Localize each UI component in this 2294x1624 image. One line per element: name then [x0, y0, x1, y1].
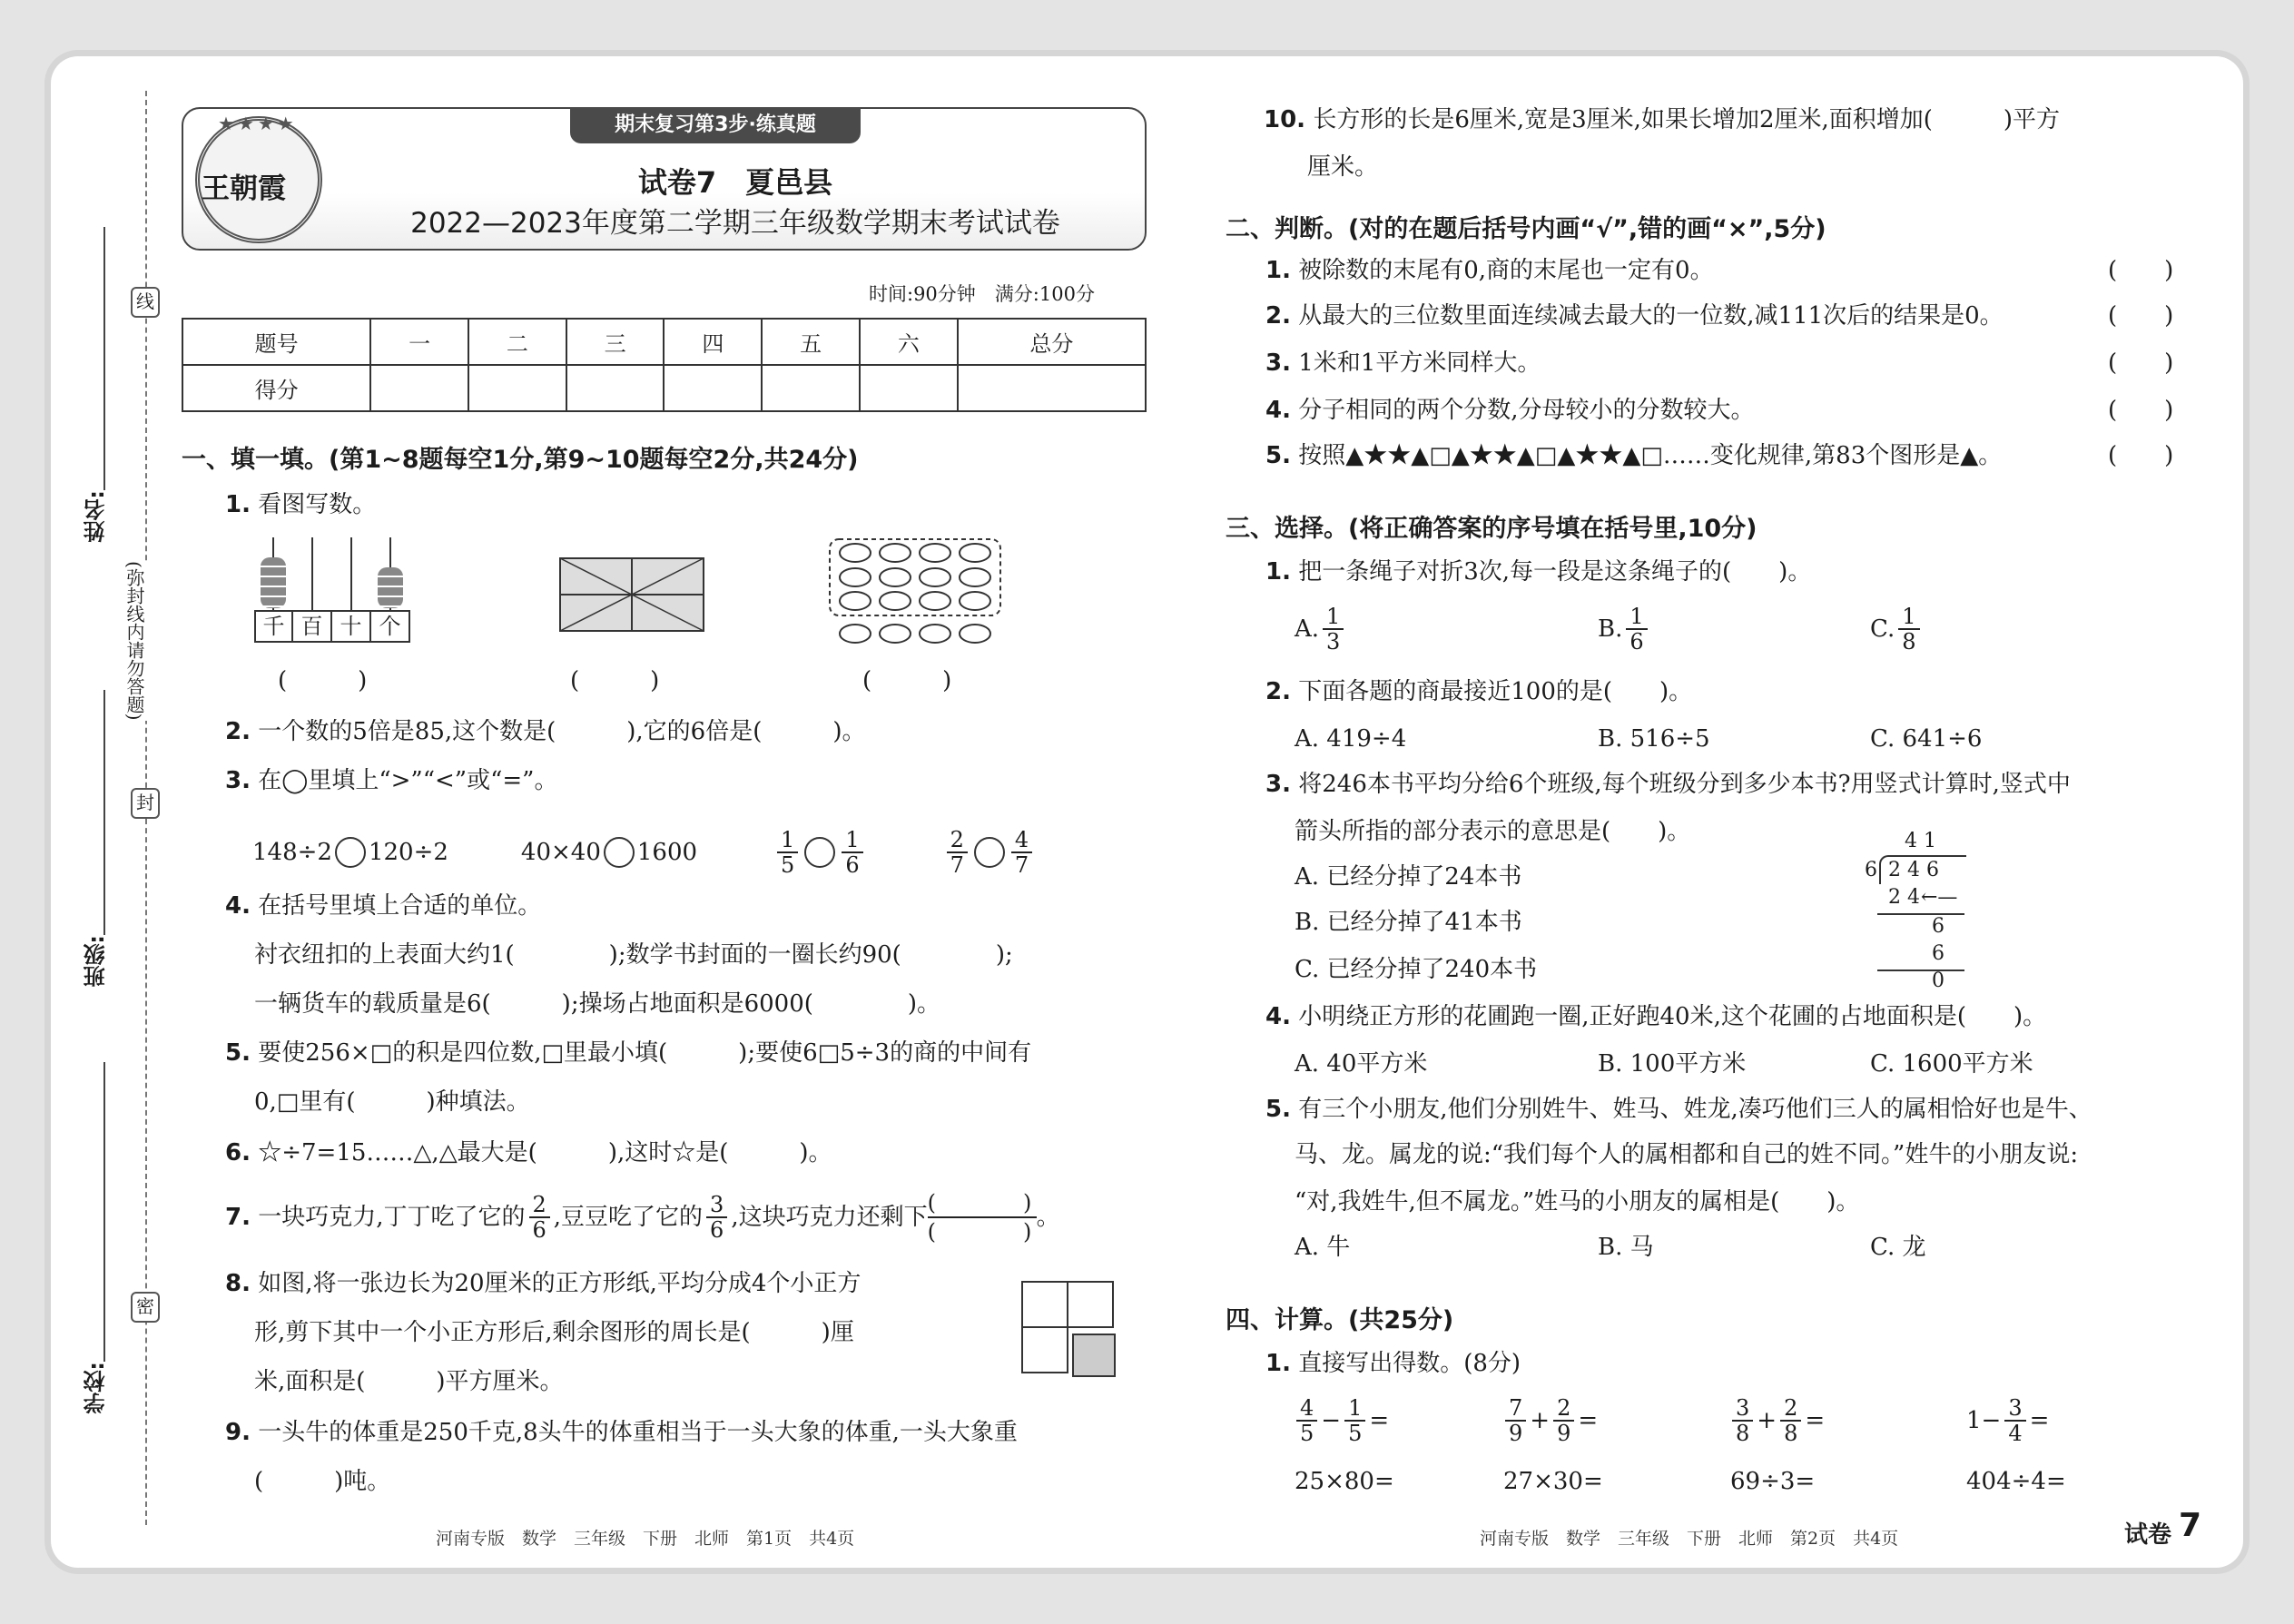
arrow-icon: ←—	[1921, 886, 1958, 909]
frac-num: 1	[777, 828, 798, 853]
score-label: 得分	[182, 365, 370, 411]
q5-line-b: 0,□里有( )种填法。	[254, 1088, 530, 1116]
choice-q2: 下面各题的商最接近100的是( )。	[1298, 678, 1693, 705]
frac-den: 5	[1348, 1421, 1363, 1446]
calc-q1: 直接写出得数。(8分)	[1298, 1350, 1521, 1377]
footer-left: 河南专版 数学 三年级 下册 北师 第1页 共4页	[436, 1529, 855, 1549]
choice-q1: 把一条绳子对折3次,每一段是这条绳子的( )。	[1298, 558, 1812, 586]
score-head-4: 四	[664, 319, 762, 365]
q3-a: 148÷2	[252, 839, 332, 866]
name-label: 姓名:	[84, 490, 109, 543]
frac-den: 8	[1902, 629, 1916, 655]
judge-answer[interactable]: ( )	[2108, 442, 2174, 469]
choice-option[interactable]: C. 龙	[1870, 1234, 1926, 1261]
div-remainder1: 6	[1932, 915, 1944, 938]
choice-q4: 小明绕正方形的花圃跑一圈,正好跑40米,这个花圃的占地面积是( )。	[1298, 1003, 2047, 1030]
div-quotient: 4 1	[1905, 830, 1936, 852]
q1-blank-a[interactable]: ( )	[278, 667, 368, 694]
calc-item[interactable]: 27×30=	[1503, 1468, 1603, 1495]
equals: =	[2029, 1407, 2050, 1434]
div-product2: 6	[1932, 942, 1944, 965]
judge-item: 按照▲★★▲□▲★★▲□▲★★▲□……变化规律,第83个图形是▲。	[1298, 442, 2003, 469]
exam-name: 2022—2023年度第二学期三年级数学期末考试试卷	[410, 207, 1060, 240]
frac-den: 6	[845, 852, 860, 878]
frac-den: 9	[1557, 1421, 1571, 1446]
operator: +	[1757, 1407, 1777, 1434]
name-field[interactable]	[103, 227, 105, 490]
frac-num: 2	[947, 828, 968, 853]
logo-text: 王朝霞	[202, 172, 286, 205]
q3-c: 40×40	[520, 839, 601, 866]
frac-den: 6	[1629, 629, 1644, 655]
rectangle-fraction-figure	[559, 557, 704, 632]
q7-text-c: ,这块巧克力还剩下	[731, 1204, 928, 1231]
frac-num: 4	[1011, 828, 1032, 853]
q4-line-a: 衬衣纽扣的上表面大约1( );数学书封面的一圈长约90( );	[254, 941, 1013, 969]
frac-num: 1	[1626, 605, 1647, 630]
choice-option[interactable]: C. 1600平方米	[1870, 1050, 2033, 1078]
q8-line-b: 形,剪下其中一个小正方形后,剩余图形的周长是( )厘	[254, 1319, 854, 1346]
score-head-6: 六	[860, 319, 958, 365]
abacus-label: 百	[293, 610, 332, 643]
q1-text: 看图写数。	[258, 491, 377, 518]
q2-text: 一个数的5倍是85,这个数是( ),它的6倍是( )。	[258, 718, 866, 745]
judge-answer[interactable]: ( )	[2108, 349, 2174, 377]
step-banner: 期末复习第3步·练真题	[570, 107, 861, 143]
q9-line-a: 一头牛的体重是250千克,8头牛的体重相当于一头大象的体重,一头大象重	[258, 1419, 1018, 1446]
q6-text: ☆÷7=15……△,△最大是( ),这时☆是( )。	[258, 1139, 832, 1166]
class-field[interactable]	[103, 690, 105, 935]
q8-line-c: 米,面积是( )平方厘米。	[254, 1368, 564, 1395]
div-remainder2: 0	[1932, 969, 1944, 992]
footer-right: 河南专版 数学 三年级 下册 北师 第2页 共4页	[1480, 1529, 1899, 1549]
paper-title: 试卷7 夏邑县	[637, 165, 833, 200]
option-letter: B.	[1598, 615, 1623, 643]
frac-num: 2	[529, 1193, 550, 1218]
choice-option[interactable]: A. 牛	[1295, 1234, 1351, 1261]
compare-circle[interactable]	[804, 837, 835, 868]
q7-answer-fraction[interactable]: ( ) ( )	[928, 1189, 1037, 1245]
abacus-label: 千	[254, 610, 293, 643]
q1-blank-c[interactable]: ( )	[862, 667, 952, 694]
choice-option[interactable]	[1598, 605, 1651, 654]
frac-num: 1	[1898, 605, 1919, 630]
score-cell[interactable]	[762, 365, 860, 411]
frac-den: 6	[532, 1217, 546, 1243]
q9-line-b: ( )吨。	[254, 1468, 391, 1495]
calc-item[interactable]: 69÷3=	[1730, 1468, 1816, 1495]
abacus-label: 个	[371, 610, 410, 643]
operator: −	[1321, 1407, 1342, 1434]
score-head-3: 三	[566, 319, 665, 365]
score-cell[interactable]	[566, 365, 665, 411]
q3-d: 1600	[636, 839, 698, 866]
calc-item[interactable]: 404÷4=	[1966, 1468, 2066, 1495]
paper-number: 7	[2179, 1507, 2202, 1544]
abacus-label: 十	[332, 610, 371, 643]
frac-den: 5	[1300, 1421, 1314, 1446]
choice-q5-b: 马、龙。属龙的说:“我们每个人的属相都和自己的姓不同。”姓牛的小朋友说:	[1295, 1141, 2079, 1168]
choice-option[interactable]	[1870, 605, 1924, 654]
section4-title: 四、计算。(共25分)	[1226, 1306, 1454, 1334]
q3-text: 在◯里填上“>”“<”或“=”。	[258, 767, 558, 794]
score-cell[interactable]	[958, 365, 1146, 411]
section2-title: 二、判断。(对的在题后括号内画“√”,错的画“×”,5分)	[1226, 215, 1826, 243]
secret-mark: 密	[131, 1292, 160, 1323]
frac-num: 4	[1296, 1396, 1317, 1422]
seal-mark: 封	[131, 788, 160, 819]
q4-line-b: 一辆货车的载质量是6( );操场占地面积是6000( )。	[254, 990, 941, 1018]
paper-label: 试卷	[2124, 1521, 2172, 1549]
school-label: 学校:	[84, 1362, 109, 1414]
section3-title: 三、选择。(将正确答案的序号填在括号里,10分)	[1226, 515, 1757, 543]
choice-option[interactable]: A. 419÷4	[1295, 725, 1407, 753]
score-cell[interactable]	[664, 365, 762, 411]
frac-num: 7	[1505, 1396, 1526, 1422]
frac-den: 8	[1784, 1421, 1798, 1446]
choice-option[interactable]: B. 516÷5	[1598, 725, 1710, 753]
q10-line-b: 厘米。	[1307, 153, 1379, 181]
judge-item: 被除数的末尾有0,商的末尾也一定有0。	[1298, 257, 1714, 284]
choice-option[interactable]	[1295, 605, 1347, 654]
frac-den: 9	[1509, 1421, 1523, 1446]
choice-q5-a: 有三个小朋友,他们分别姓牛、姓马、姓龙,凑巧他们三人的属相恰好也是牛、	[1298, 1096, 2092, 1123]
score-head-5: 五	[762, 319, 860, 365]
q5-line-a: 要使256×□的积是四位数,□里最小填( );要使6□5÷3的商的中间有	[258, 1039, 1032, 1067]
school-field[interactable]	[103, 1062, 105, 1362]
q3-compare-row	[252, 828, 1036, 877]
q8-line-a: 如图,将一张边长为20厘米的正方形纸,平均分成4个小正方	[258, 1270, 861, 1297]
score-cell[interactable]	[370, 365, 468, 411]
score-head-2: 二	[468, 319, 566, 365]
choice-option[interactable]: B. 100平方米	[1598, 1050, 1747, 1078]
div-divisor: 6	[1865, 859, 1877, 881]
frac-den: 8	[1736, 1421, 1750, 1446]
frac-den: 7	[1014, 852, 1029, 878]
frac-den: 7	[950, 852, 964, 878]
frac-num: 2	[1780, 1396, 1801, 1422]
frac-den: 5	[781, 852, 795, 878]
class-label: 班级:	[84, 935, 109, 988]
choice-option[interactable]: B. 已经分掉了41本书	[1295, 909, 1522, 936]
calc-item[interactable]	[1293, 1396, 1389, 1445]
judge-answer[interactable]: ( )	[2108, 257, 2174, 284]
seal-note: (弥封线内请勿答题)	[122, 561, 148, 721]
score-head-total: 总分	[958, 319, 1146, 365]
section1-title: 一、填一填。(第1~8题每空1分,第9~10题每空2分,共24分)	[182, 446, 859, 474]
equals: =	[1369, 1407, 1390, 1434]
q1-blank-b[interactable]: ( )	[570, 667, 660, 694]
logo-stars: ★★★★	[218, 113, 298, 134]
line-mark: 线	[131, 287, 160, 318]
judge-item: 1米和1平方米同样大。	[1298, 349, 1541, 377]
div-dividend: 2 4 6	[1888, 859, 1939, 881]
time-info: 时间:90分钟 满分:100分	[869, 283, 1095, 305]
long-division-figure	[1865, 830, 1974, 993]
equals: =	[1805, 1407, 1826, 1434]
q7-text-b: ,豆豆吃了它的	[553, 1204, 704, 1231]
frac-num: 3	[2004, 1396, 2025, 1422]
score-head-1: 一	[370, 319, 468, 365]
option-letter: A.	[1295, 615, 1320, 643]
option-letter: C.	[1870, 615, 1895, 643]
choice-q5-c: “对,我姓牛,但不属龙。”姓马的小朋友的属相是( )。	[1295, 1188, 1860, 1216]
frac-num: 3	[1732, 1396, 1753, 1422]
frac-num: 1	[842, 828, 862, 853]
div-product1: 2 4	[1888, 886, 1920, 909]
judge-answer[interactable]: ( )	[2108, 397, 2174, 424]
q3-b: 120÷2	[368, 839, 448, 866]
choice-option[interactable]: C. 已经分掉了240本书	[1295, 956, 1538, 983]
score-cell[interactable]	[860, 365, 958, 411]
choice-option[interactable]: A. 40平方米	[1295, 1050, 1428, 1078]
square-figure	[1020, 1280, 1118, 1380]
calc-item[interactable]	[1728, 1396, 1825, 1445]
compare-circle[interactable]	[335, 837, 366, 868]
choice-q3-b: 箭头所指的部分表示的意思是( )。	[1295, 818, 1691, 845]
frac-den: 3	[1326, 629, 1341, 655]
judge-item: 从最大的三位数里面连续减去最大的一位数,减111次后的结果是0。	[1298, 302, 2004, 330]
frac-den: 6	[710, 1217, 724, 1243]
judge-item: 分子相同的两个分数,分母较小的分数较大。	[1298, 397, 1755, 424]
frac-den: 4	[2008, 1421, 2023, 1446]
operator: +	[1530, 1407, 1551, 1434]
compare-circle[interactable]	[604, 837, 635, 868]
compare-circle[interactable]	[974, 837, 1005, 868]
q4-text: 在括号里填上合适的单位。	[258, 892, 542, 920]
score-head-0: 题号	[182, 319, 370, 365]
score-cell[interactable]	[468, 365, 566, 411]
choice-q3-a: 将246本书平均分给6个班级,每个班级分到多少本书?用竖式计算时,竖式中	[1298, 771, 2071, 798]
calc-item[interactable]: 25×80=	[1295, 1468, 1394, 1495]
score-table	[182, 318, 1147, 412]
q10-line-a: 长方形的长是6厘米,宽是3厘米,如果长增加2厘米,面积增加( )平方	[1313, 106, 2061, 133]
frac-num: 2	[1553, 1396, 1574, 1422]
whole-part: 1−	[1966, 1407, 2002, 1434]
frac-num: 3	[706, 1193, 727, 1218]
choice-option[interactable]: A. 已经分掉了24本书	[1295, 863, 1522, 891]
frac-num: 1	[1323, 605, 1344, 630]
choice-option[interactable]: C. 641÷6	[1870, 725, 1983, 753]
judge-answer[interactable]: ( )	[2108, 302, 2174, 330]
calc-item[interactable]	[1966, 1396, 2049, 1445]
abacus-figure	[251, 537, 414, 646]
calc-item[interactable]	[1501, 1396, 1598, 1445]
ovals-figure	[828, 537, 1002, 654]
equals: =	[1578, 1407, 1599, 1434]
q7-text-a: 一块巧克力,丁丁吃了它的	[258, 1204, 526, 1231]
choice-option[interactable]: B. 马	[1598, 1234, 1654, 1261]
frac-num: 1	[1344, 1396, 1365, 1422]
